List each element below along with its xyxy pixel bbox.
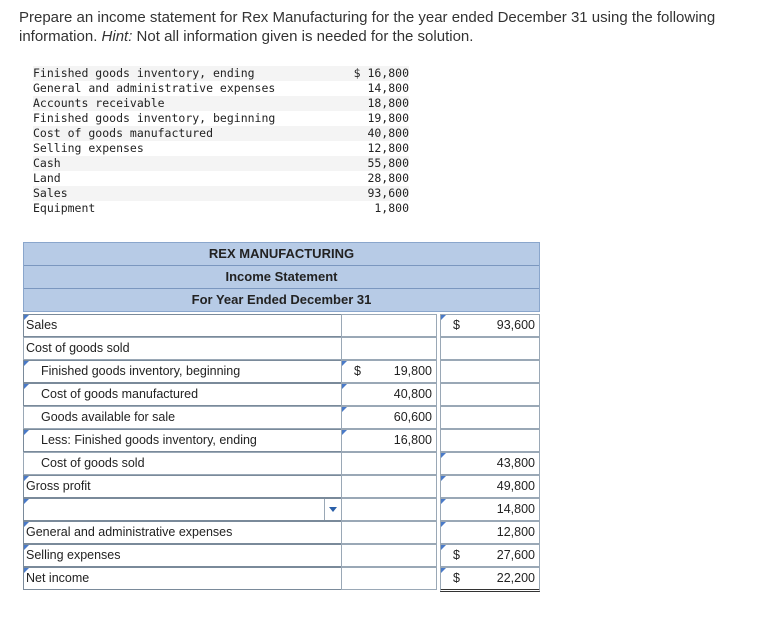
sales-label-input[interactable]: Sales <box>23 314 342 337</box>
row-net-income <box>23 567 540 590</box>
given-row: General and administrative expenses 14,800 <box>33 81 409 95</box>
income-statement-form <box>23 242 540 590</box>
given-row: Finished goods inventory, ending $ 16,800 <box>33 66 409 80</box>
cogs-amount-input[interactable]: 43,800 <box>440 452 540 475</box>
prompt-text-2: Not all information given is needed for the solution. <box>132 28 474 45</box>
given-information-table <box>33 66 409 216</box>
ga-expenses-col1 <box>341 521 437 544</box>
goods-available-col2 <box>440 406 540 429</box>
selling-expenses-label-input[interactable]: Selling expenses <box>23 544 342 567</box>
fg-ending-amount-input[interactable]: 16,800 <box>341 429 437 452</box>
chevron-down-icon[interactable] <box>324 499 341 520</box>
fg-beginning-amount-input[interactable]: $ 19,800 <box>341 360 437 383</box>
row-cogs-heading <box>23 337 540 360</box>
company-name: REX MANUFACTURING <box>24 243 539 266</box>
goods-available-label: Goods available for sale <box>23 406 342 429</box>
row-cgm <box>23 383 540 406</box>
selling-expenses-col1 <box>341 544 437 567</box>
cogs-col1 <box>341 452 437 475</box>
cgm-label-input[interactable]: Cost of goods manufactured <box>23 383 342 406</box>
net-income-col1 <box>341 567 437 590</box>
net-income-label-input[interactable]: Net income <box>23 567 342 590</box>
problem-prompt <box>19 8 739 46</box>
sales-col1-input[interactable] <box>341 314 437 337</box>
row-blank-select <box>23 498 540 521</box>
cgm-col2 <box>440 383 540 406</box>
blank-amount-input[interactable]: 14,800 <box>440 498 540 521</box>
fg-beginning-col2 <box>440 360 540 383</box>
given-row: Equipment 1,800 <box>33 201 409 215</box>
row-gross-profit <box>23 475 540 498</box>
sales-amount-input[interactable]: $ 93,600 <box>440 314 540 337</box>
gross-profit-col1 <box>341 475 437 498</box>
given-row: Finished goods inventory, beginning 19,800 <box>33 111 409 125</box>
cogs-label: Cost of goods sold <box>23 452 342 475</box>
row-sales <box>23 314 540 337</box>
row-goods-available <box>23 406 540 429</box>
given-row: Accounts receivable 18,800 <box>33 96 409 110</box>
given-row: Cost of goods manufactured 40,800 <box>33 126 409 140</box>
ga-expenses-amount-input[interactable]: 12,800 <box>440 521 540 544</box>
gross-profit-amount-input[interactable]: 49,800 <box>440 475 540 498</box>
statement-period: For Year Ended December 31 <box>191 292 372 307</box>
selling-expenses-amount-input[interactable]: $ 27,600 <box>440 544 540 567</box>
given-row: Sales 93,600 <box>33 186 409 200</box>
row-fg-beginning <box>23 360 540 383</box>
cogs-heading-label: Cost of goods sold <box>23 337 342 360</box>
cogs-heading-col2 <box>440 337 540 360</box>
ga-expenses-label-input[interactable]: General and administrative expenses <box>23 521 342 544</box>
row-selling-expenses <box>23 544 540 567</box>
prompt-text: Prepare an income statement for Rex Manufacturing for the year ended December 31 using the following information. <box>19 9 716 45</box>
row-cogs <box>23 452 540 475</box>
given-row: Cash 55,800 <box>33 156 409 170</box>
statement-title: Income Statement <box>24 266 539 289</box>
goods-available-amount-input[interactable]: 60,600 <box>341 406 437 429</box>
fg-ending-label-input[interactable]: Less: Finished goods inventory, ending <box>23 429 342 452</box>
statement-header <box>23 242 540 312</box>
fg-ending-col2 <box>440 429 540 452</box>
row-ga-expenses <box>23 521 540 544</box>
cgm-amount-input[interactable]: 40,800 <box>341 383 437 406</box>
given-row: Land 28,800 <box>33 171 409 185</box>
row-fg-ending <box>23 429 540 452</box>
account-select[interactable] <box>23 498 342 521</box>
hint-label: Hint: <box>101 28 133 45</box>
blank-col1 <box>341 498 437 521</box>
net-income-amount-input[interactable]: $ 22,200 <box>440 567 540 592</box>
gross-profit-label-input[interactable]: Gross profit <box>23 475 342 498</box>
given-row: Selling expenses 12,800 <box>33 141 409 155</box>
fg-beginning-label-input[interactable]: Finished goods inventory, beginning <box>23 360 342 383</box>
cogs-heading-col1 <box>341 337 437 360</box>
